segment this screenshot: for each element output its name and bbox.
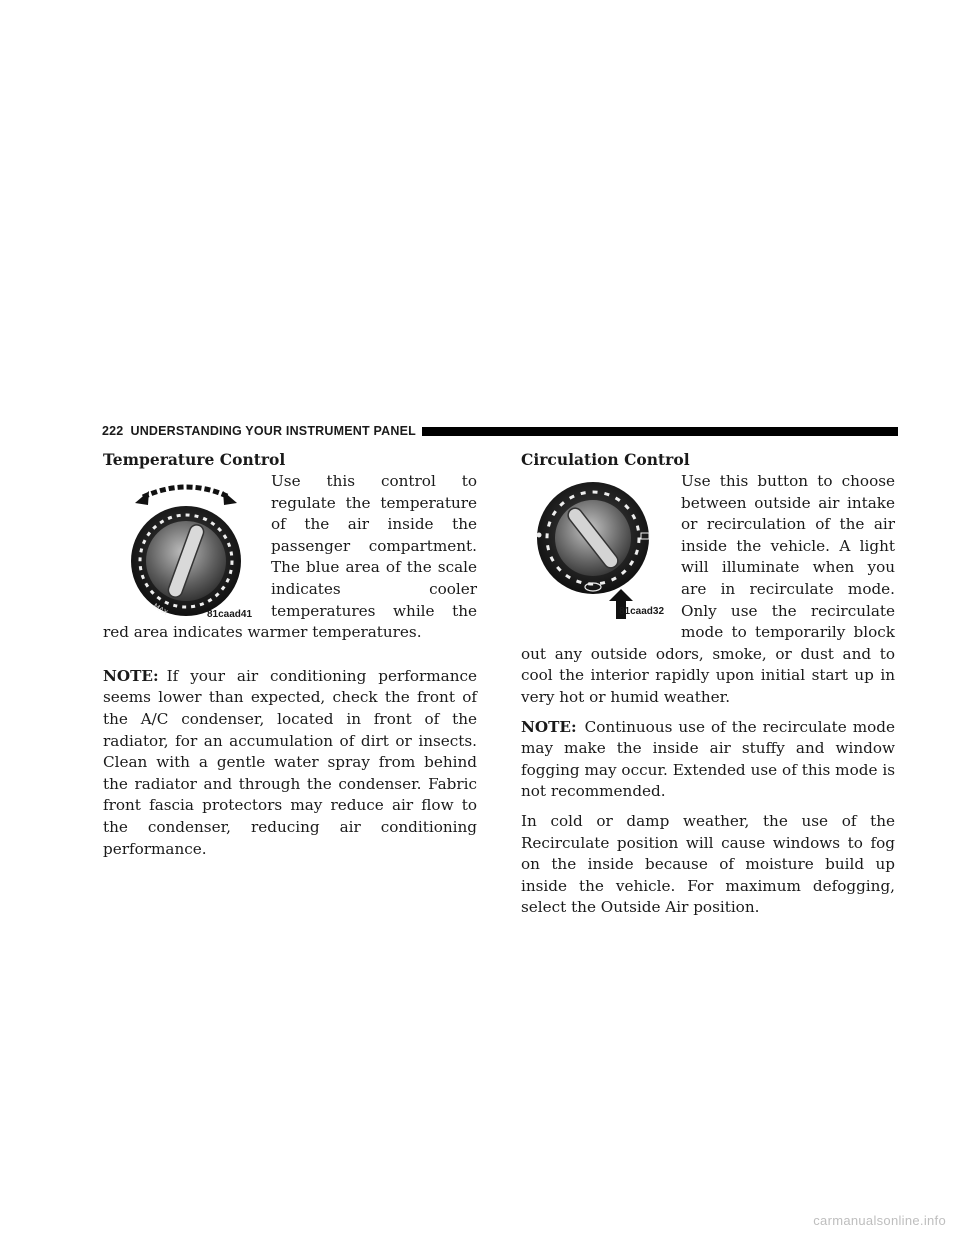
circulation-figure-label: 81caad32 <box>619 606 665 617</box>
temperature-note <box>103 666 477 860</box>
temperature-dial-figure <box>103 473 261 620</box>
section-title: UNDERSTANDING YOUR INSTRUMENT PANEL <box>130 424 416 438</box>
circulation-note <box>521 717 895 803</box>
note-label: NOTE: <box>103 666 159 685</box>
temperature-dial-icon <box>103 473 261 617</box>
temperature-intro-text: Use this control to regulate the temperature of the air inside the passenger compartment. The blue area of the scale indicates cooler temperatures while the red area indicates warmer temperatures. <box>103 472 477 642</box>
temperature-figure-label: 81caad41 <box>207 609 253 620</box>
circulation-intro-text: Use this button to choose between outside air intake or recirculation of the air inside the vehicle. A light will illuminate when you are in recirculate mode. Only use the recirculate mode to temporarily block out any outside odors, smoke, or dust and to cool the interior rapidly upon initial start up in very hot or humid weather. <box>521 472 895 706</box>
page-number: 222 <box>102 424 124 438</box>
note-label: NOTE: <box>521 717 577 736</box>
circulation-control-heading: Circulation Control <box>521 450 690 469</box>
right-column <box>521 449 895 927</box>
left-column <box>103 449 477 868</box>
temperature-control-heading: Temperature Control <box>103 450 286 469</box>
circulation-dial-figure <box>521 473 671 621</box>
page-header <box>102 421 898 441</box>
note-text: If your air conditioning performance seems lower than expected, check the front of the A/C condenser, located in front of the radiator, for an accumulation of dirt or insects. Clean with a gentle water spray from behind the radiator and through the condenser. Fabric front fascia protectors may reduce air flow to the condenser, reducing air conditioning performance. <box>103 666 477 858</box>
recirculate-paragraph: In cold or damp weather, the use of the Recirculate position will cause windows to fog on the inside because of moisture build up inside the vehicle. For maximum defogging, select the Outside Air position. <box>521 811 895 917</box>
note-text: Continuous use of the recirculate mode may make the inside air stuffy and window fogging may occur. Extended use of this mode is not recommended. <box>521 717 895 801</box>
watermark: carmanualsonline.info <box>813 1213 946 1228</box>
dial-max-text: MAX <box>151 602 169 617</box>
header-rule <box>422 427 898 436</box>
circulation-dial-icon <box>521 473 671 621</box>
